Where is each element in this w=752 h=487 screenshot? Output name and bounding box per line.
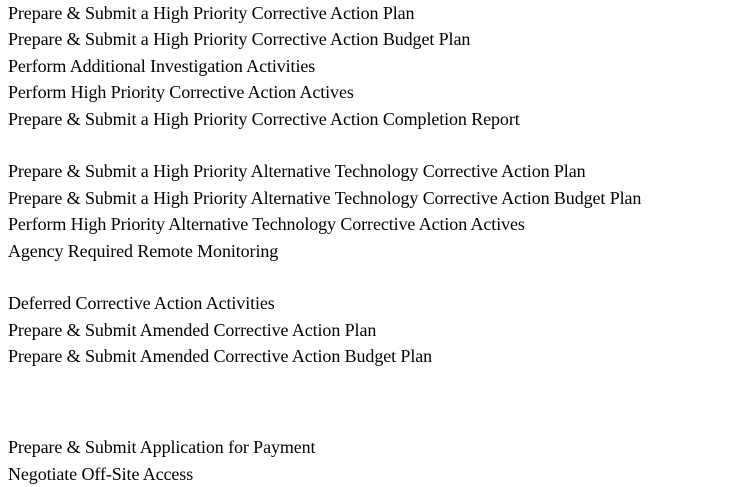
activity-group-high-priority	[8, 0, 752, 132]
group-spacer	[8, 132, 752, 158]
activity-group-deferred-amended	[8, 290, 752, 369]
list-item: Prepare & Submit a High Priority Alternative Technology Corrective Action Plan	[8, 161, 586, 182]
list-item: Prepare & Submit a High Priority Corrective Action Plan	[8, 3, 415, 23]
group-spacer	[8, 264, 752, 290]
activity-list-document	[8, 0, 752, 487]
list-item: Agency Required Remote Monitoring	[8, 240, 279, 261]
list-item: Negotiate Off-Site Access	[8, 463, 194, 484]
list-item: Perform Additional Investigation Activities	[8, 55, 316, 76]
list-item: Deferred Corrective Action Activities	[8, 293, 275, 314]
list-item: Prepare & Submit a High Priority Corrective Action Budget Plan	[8, 29, 471, 50]
activity-group-payment-access	[8, 434, 752, 487]
list-item: Prepare & Submit Amended Corrective Action Budget Plan	[8, 346, 433, 367]
list-item: Prepare & Submit Amended Corrective Action Plan	[8, 319, 377, 340]
list-item: Prepare & Submit a High Priority Alternative Technology Corrective Action Budget Plan	[8, 187, 642, 208]
list-item: Perform High Priority Alternative Technology Corrective Action Actives	[8, 214, 525, 235]
group-spacer	[8, 369, 752, 434]
list-item: Prepare & Submit a High Priority Corrective Action Completion Report	[8, 108, 520, 129]
list-item: Prepare & Submit Application for Payment	[8, 437, 316, 458]
activity-group-alternative-technology	[8, 158, 752, 264]
list-item: Perform High Priority Corrective Action Actives	[8, 82, 354, 103]
